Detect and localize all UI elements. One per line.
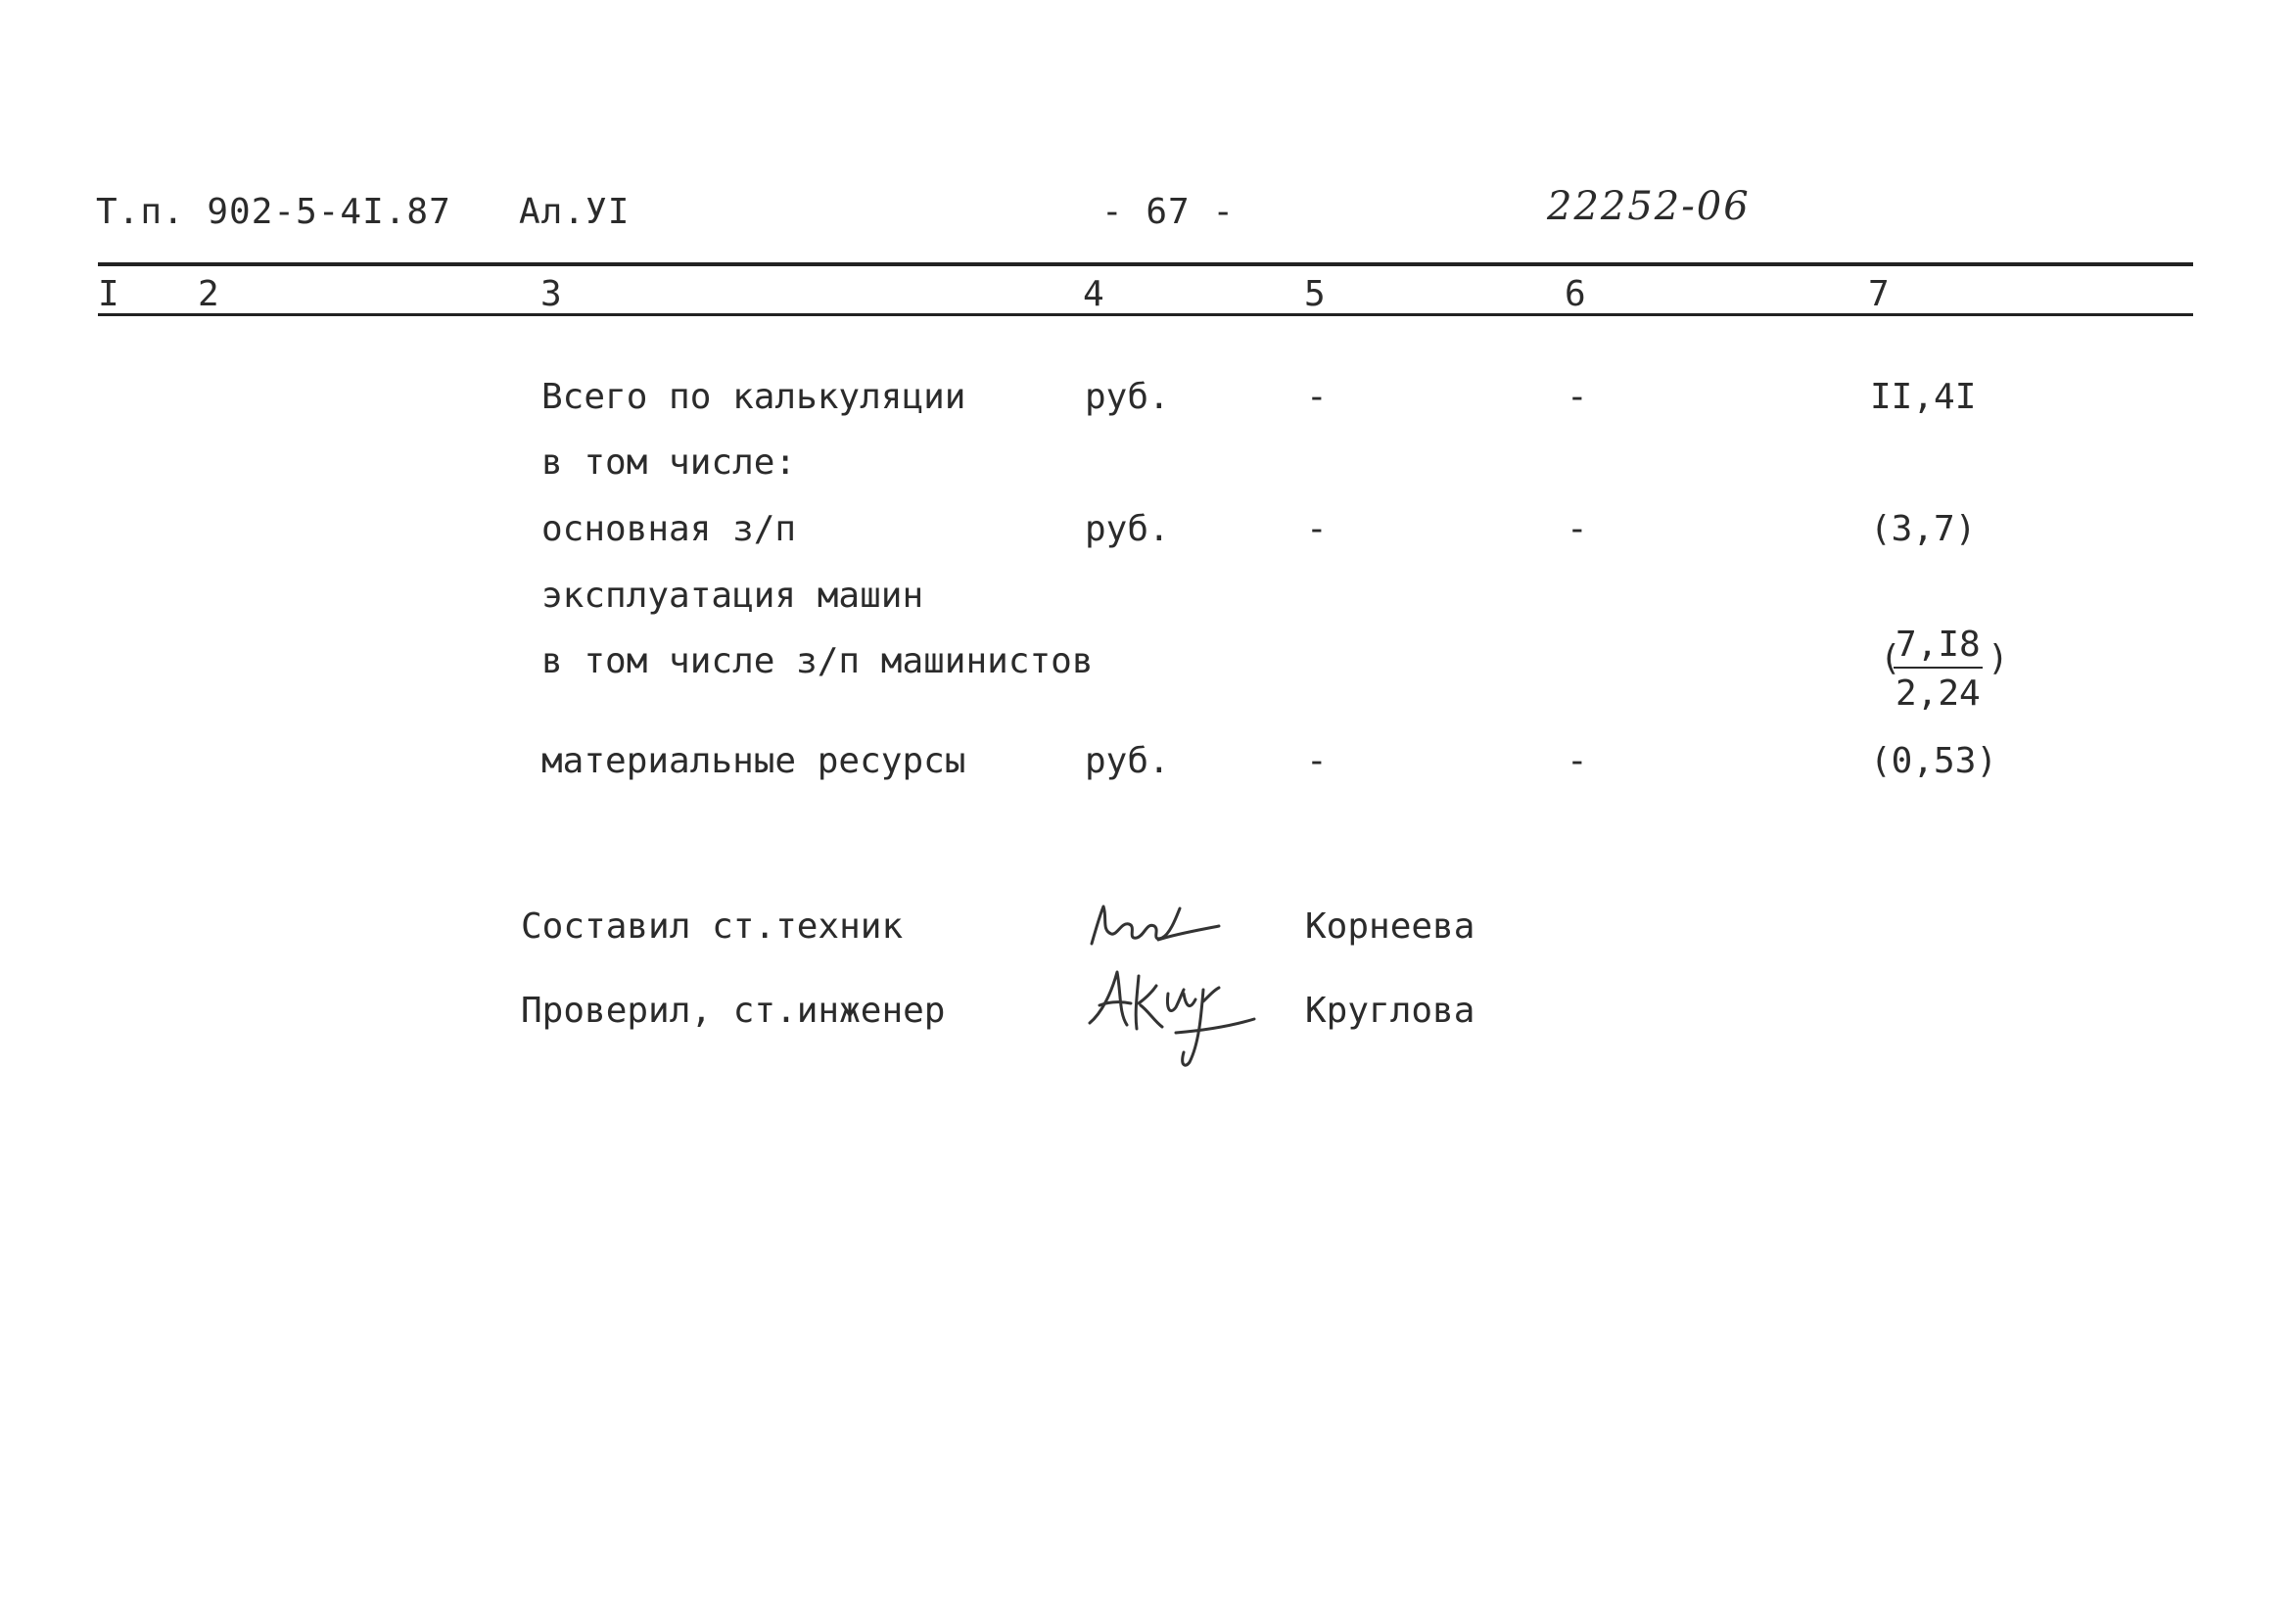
row-total: II,4I bbox=[1870, 377, 1977, 417]
row-col5: - bbox=[1306, 741, 1328, 781]
signer-role: Проверил, ст.инженер bbox=[521, 991, 946, 1031]
row-unit: руб. bbox=[1085, 509, 1170, 549]
handwritten-signature-icon bbox=[1082, 893, 1229, 961]
row-col5: - bbox=[1306, 377, 1328, 417]
row-unit: руб. bbox=[1085, 741, 1170, 781]
row-name: материальные ресурсы bbox=[541, 741, 966, 781]
album-number: Ал.УI bbox=[519, 192, 631, 232]
signer-name: Круглова bbox=[1305, 991, 1475, 1031]
row-total: (0,53) bbox=[1870, 741, 1998, 781]
row-col5: - bbox=[1306, 509, 1328, 549]
column-number-2: 2 bbox=[198, 274, 219, 314]
fraction-numerator: 7,I8 bbox=[1894, 625, 1983, 669]
row-col6: - bbox=[1567, 509, 1588, 549]
registration-number: 22252-06 bbox=[1547, 184, 1751, 229]
column-number-4: 4 bbox=[1083, 274, 1104, 314]
signer-name: Корнеева bbox=[1305, 906, 1475, 947]
row-col6: - bbox=[1567, 741, 1588, 781]
row-name: в том числе: bbox=[541, 442, 797, 483]
row-name: Всего по калькуляции bbox=[541, 377, 966, 417]
row-unit: руб. bbox=[1085, 377, 1170, 417]
column-number-3: 3 bbox=[540, 274, 562, 314]
fraction-close-paren: ) bbox=[1988, 638, 2009, 678]
row-name: основная з/п bbox=[541, 509, 797, 549]
document-code: Т.п. 902-5-4I.87 bbox=[96, 192, 451, 232]
row-col6: - bbox=[1567, 377, 1588, 417]
signer-role: Составил ст.техник bbox=[521, 906, 904, 947]
header-rule-top bbox=[98, 262, 2193, 266]
row-name: в том числе з/п машинистов bbox=[541, 641, 1094, 681]
fraction-denominator: 2,24 bbox=[1895, 673, 1981, 714]
machine-cost-fraction bbox=[1880, 625, 2007, 722]
fraction-open-paren: ( bbox=[1880, 638, 1901, 678]
column-number-6: 6 bbox=[1565, 274, 1586, 314]
handwritten-signature-icon bbox=[1082, 954, 1278, 1072]
column-number-7: 7 bbox=[1868, 274, 1890, 314]
column-number-1: I bbox=[98, 274, 119, 314]
column-number-5: 5 bbox=[1304, 274, 1326, 314]
page-number: - 67 - bbox=[1101, 192, 1236, 232]
row-total: (3,7) bbox=[1870, 509, 1977, 549]
row-name: эксплуатация машин bbox=[541, 576, 924, 616]
